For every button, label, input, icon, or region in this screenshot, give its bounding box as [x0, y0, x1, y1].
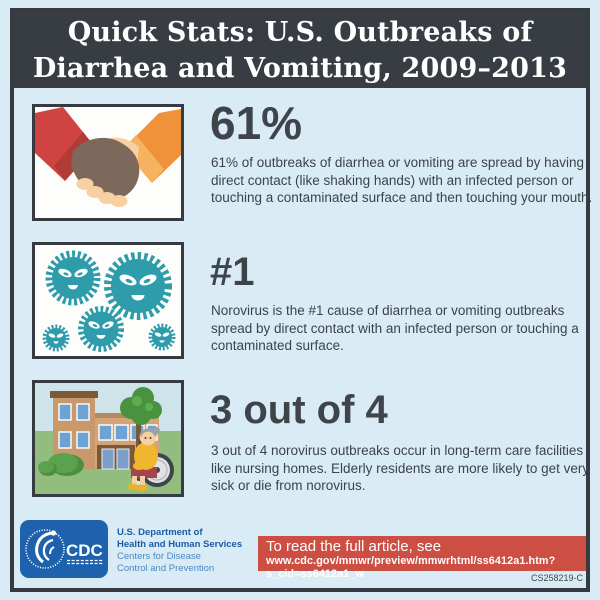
cdc-logo-text: CDC [66, 541, 103, 560]
dept-line1: U.S. Department of [117, 527, 203, 538]
norovirus-image-box [32, 242, 184, 359]
agency-name-block [117, 527, 242, 575]
stat-61-description: 61% of outbreaks of diarrhea or vomiting are spread by having direct contact (like shaking hands) with an infected person or touching a contaminated surface and then touching your mouth. [211, 155, 593, 205]
page-title-line1: Quick Stats: U.S. Outbreaks of [67, 17, 533, 48]
document-id: CS258219-C [530, 573, 583, 583]
hhs-eagle-cdc-icon [20, 520, 108, 578]
nursing-home-icon [35, 383, 181, 494]
norovirus-particles-icon [35, 245, 181, 356]
infographic-frame [10, 8, 593, 592]
stat-3-out-of-4: 3 out of 4 [210, 388, 388, 432]
article-url-link[interactable]: www.cdc.gov/mmwr/preview/mmwrhtml/ss6412a1.htm?s_cid=ss6412a1_w [266, 555, 556, 580]
stat-3-out-of-4-description: 3 out of 4 norovirus outbreaks occur in long-term care facilities like nursing homes. Elderly residents are more likely to get very sick or die from norovirus. [211, 443, 590, 493]
handshake-image-box [32, 104, 184, 221]
cdc-line1: Centers for Disease [117, 551, 201, 562]
title-banner [14, 12, 586, 88]
cdc-line2: Control and Prevention [117, 563, 215, 574]
stat-number-one: #1 [210, 250, 255, 294]
nursing-home-image-box [32, 380, 184, 497]
dept-line2: Health and Human Services [117, 539, 243, 550]
stat-61-percent: 61% [210, 97, 303, 149]
stat-number-one-description: Norovirus is the #1 cause of diarrhea or vomiting outbreaks spread by direct contact with an infected person or touching a contaminated surface. [211, 303, 579, 353]
article-lead-text: To read the full article, see [266, 538, 442, 555]
page-title-line2: Diarrhea and Vomiting, 2009–2013 [32, 53, 568, 84]
handshake-icon [35, 107, 181, 218]
hhs-cdc-logo [20, 520, 108, 578]
